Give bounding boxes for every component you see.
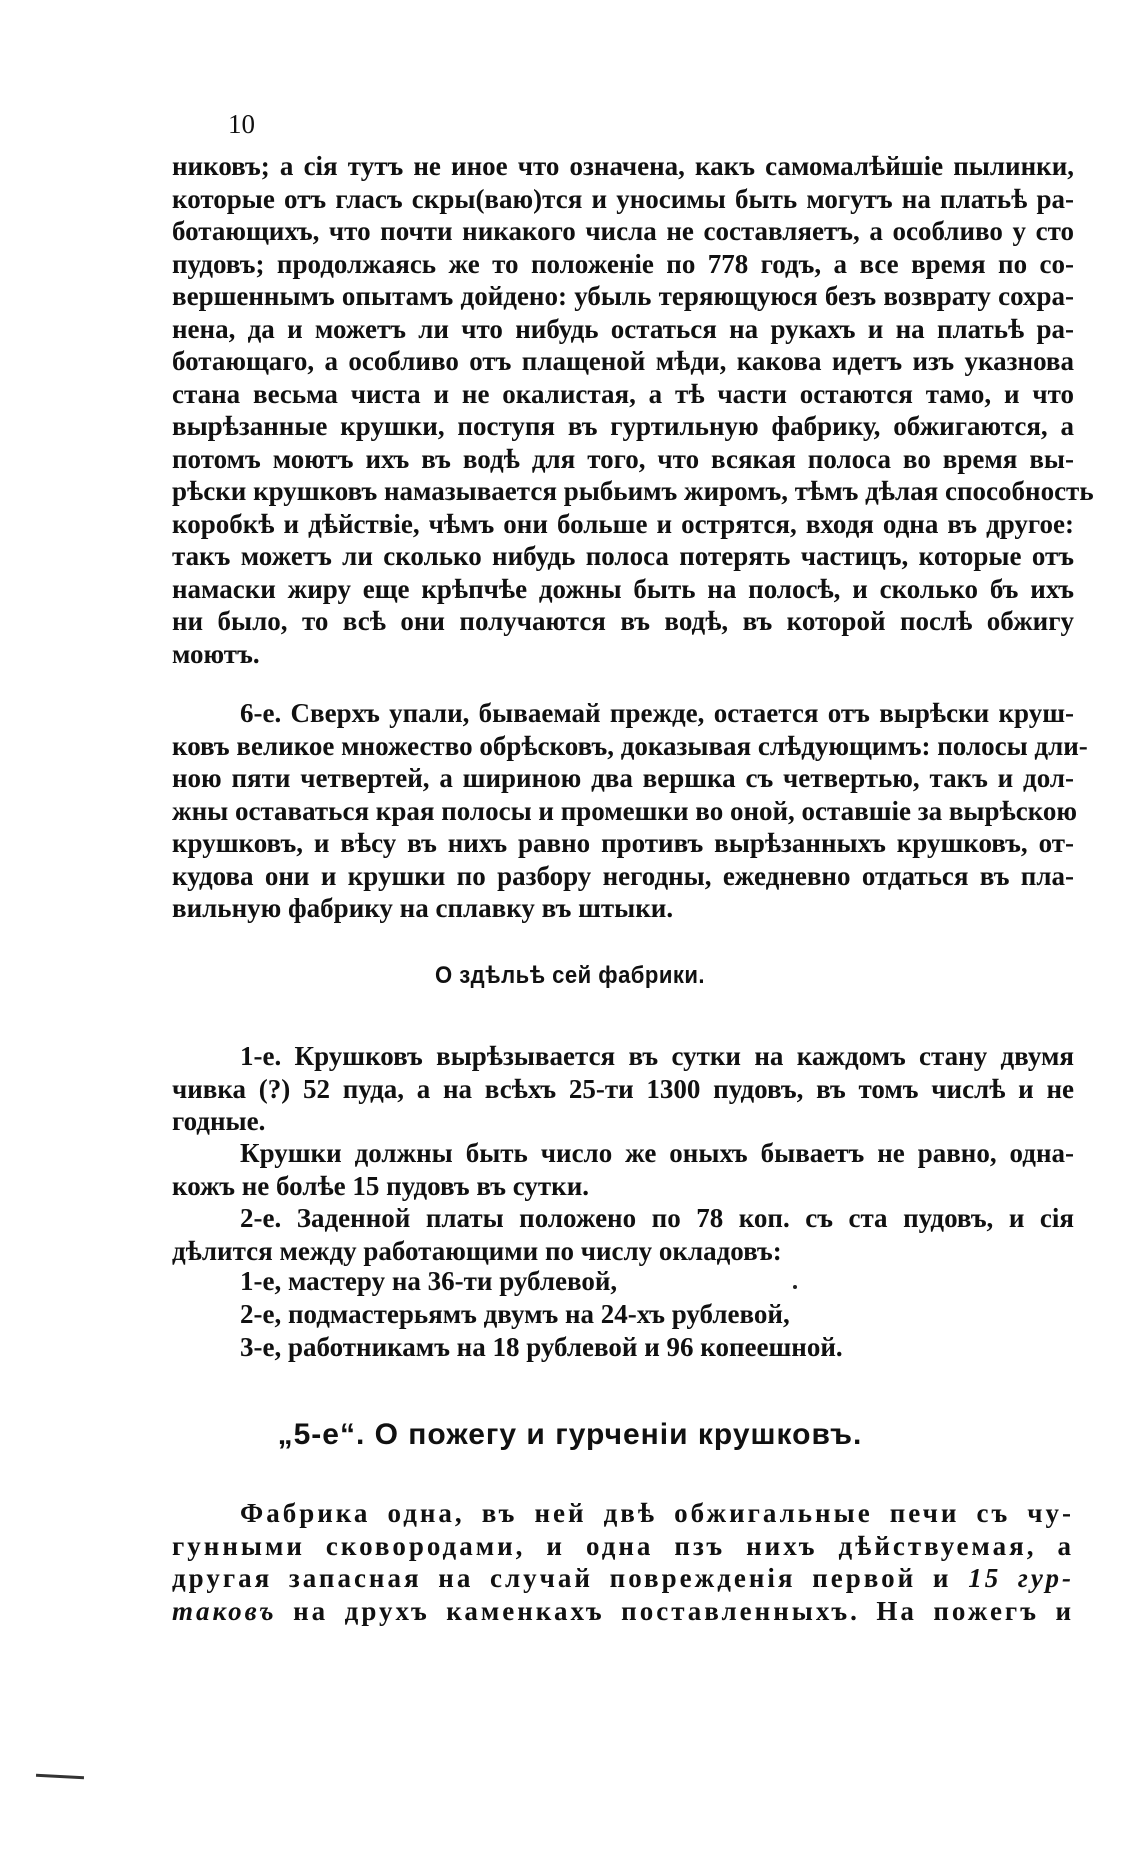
text-line: ковъ великое множество обрѣсковъ, доказывая слѣдующимъ: полосы дли- bbox=[172, 730, 1088, 761]
text-line: ни было, то всѣ они получаются въ водѣ, въ которой послѣ обжигу bbox=[172, 606, 1074, 636]
text-line bbox=[172, 1595, 1074, 1628]
text-line: которые отъ гласъ скры(ваю)тся и уносимы быть могутъ на платьѣ ра- bbox=[172, 183, 1074, 214]
list-item: 2-е, подмастерьямъ двумъ на 24-хъ рублевой, bbox=[240, 1299, 790, 1329]
text-line: дѣлится между работающими по числу окладовъ: bbox=[172, 1235, 782, 1266]
italic-text: 15 гур- bbox=[968, 1563, 1074, 1593]
text-line: пудовъ; продолжаясь же то положеніе по 778 годъ, а все время по со- bbox=[172, 248, 1074, 279]
text-line: кудова они и крушки по разбору негодны, ежедневно отдаться въ пла- bbox=[172, 860, 1074, 891]
text-line: 6-е. Сверхъ упали, бываемай прежде, остается отъ вырѣски круш- bbox=[240, 698, 1074, 728]
text-line: крушковъ, и вѣсу въ нихъ равно противъ вырѣзанныхъ крушковъ, от- bbox=[172, 828, 1074, 858]
text-segment: другая запасная на случай поврежденія первой и bbox=[172, 1563, 969, 1593]
text-line: вильную фабрику на сплавку въ штыки. bbox=[172, 893, 674, 923]
italic-text: таковъ bbox=[172, 1595, 277, 1626]
text-line: потомъ моютъ ихъ въ водѣ для того, что всякая полоса во время вы- bbox=[172, 443, 1074, 474]
paragraph-6 bbox=[172, 1497, 1074, 1627]
text-line: ботающаго, а особливо отъ плащеной мѣди, какова идетъ изъ указнова bbox=[172, 346, 1074, 376]
paragraph-3 bbox=[172, 1040, 1074, 1138]
page-number: 10 bbox=[228, 109, 255, 139]
text-line: годные. bbox=[172, 1106, 266, 1136]
text-line: такъ можетъ ли сколько нибудь полоса потерять частицъ, которые отъ bbox=[172, 541, 1074, 571]
text-line: вершеннымъ опытамъ дойдено: убыль теряющуюся безъ возврату сохра- bbox=[172, 281, 1074, 311]
text-line: стана весьма чиста и не окалистая, а тѣ части остаются тамо, и что bbox=[172, 378, 1074, 409]
text-line: нена, да и можетъ ли что нибудь остаться на рукахъ и на платьѣ ра- bbox=[172, 313, 1074, 344]
section-title: „5-е“. О пожегу и гурченіи крушковъ. bbox=[277, 1418, 863, 1451]
paragraph-2 bbox=[172, 697, 1088, 925]
text-line: ботающихъ, что почти никакого числа не составляетъ, а особливо у сто bbox=[172, 216, 1074, 246]
list-item: 1-е, мастеру на 36-ти рублевой, bbox=[240, 1266, 618, 1296]
text-line: моютъ. bbox=[172, 638, 260, 669]
text-line: ною пяти четвертей, а шириною два вершка съ четвертью, такъ и дол- bbox=[172, 763, 1074, 793]
text-line: коробкѣ и дѣйствіе, чѣмъ они больше и острятся, входя одна въ другое: bbox=[172, 508, 1074, 539]
paragraph-1 bbox=[172, 150, 1094, 670]
text-line: Крушки должны быть число же оныхъ бываетъ не равно, одна- bbox=[240, 1138, 1074, 1168]
paragraph-5 bbox=[172, 1202, 1074, 1267]
list-item: 3-е, работникамъ на 18 рублевой и 96 копеешной. bbox=[240, 1332, 843, 1362]
text-line: кожъ не болѣе 15 пудовъ въ сутки. bbox=[172, 1170, 590, 1201]
margin-mark bbox=[36, 1774, 84, 1780]
text-line: намаски жиру еще крѣпчѣе дожны быть на полосѣ, и сколько бъ ихъ bbox=[172, 573, 1074, 604]
text-line: 2-е. Заденной платы положено по 78 коп. съ ста пудовъ, и сія bbox=[240, 1203, 1074, 1233]
text-line: 1-е. Крушковъ вырѣзывается въ сутки на каждомъ стану двумя bbox=[240, 1041, 1074, 1071]
text-line: Фабрика одна, въ ней двѣ обжигальные печи съ чу- bbox=[240, 1498, 1074, 1528]
text-line bbox=[172, 1562, 1074, 1595]
text-line: жны оставаться края полосы и промешки во оной, оставшіе за вырѣскою bbox=[172, 795, 1078, 826]
text-line: рѣски крушковъ намазывается рыбьимъ жиромъ, тѣмъ дѣлая способность bbox=[172, 476, 1094, 506]
stray-dot bbox=[793, 1285, 797, 1289]
text-line: никовъ; а сія тутъ не иное что означена, какъ самомалѣйшіе пылинки, bbox=[172, 151, 1074, 181]
paragraph-4 bbox=[172, 1137, 1074, 1202]
text-line: вырѣзанные крушки, поступя въ гуртильную фабрику, обжигаются, а bbox=[172, 411, 1074, 441]
text-segment: на друхъ каменкахъ поставленныхъ. На пожегъ и bbox=[276, 1595, 1074, 1626]
text-line: гунными сковородами, и одна пзъ нихъ дѣйствуемая, а bbox=[172, 1530, 1074, 1561]
subheading: О здѣльѣ сей фабрики. bbox=[434, 962, 706, 989]
text-line: чивка (?) 52 пуда, а на всѣхъ 25-ти 1300 пудовъ, въ томъ числѣ и не bbox=[172, 1073, 1074, 1104]
